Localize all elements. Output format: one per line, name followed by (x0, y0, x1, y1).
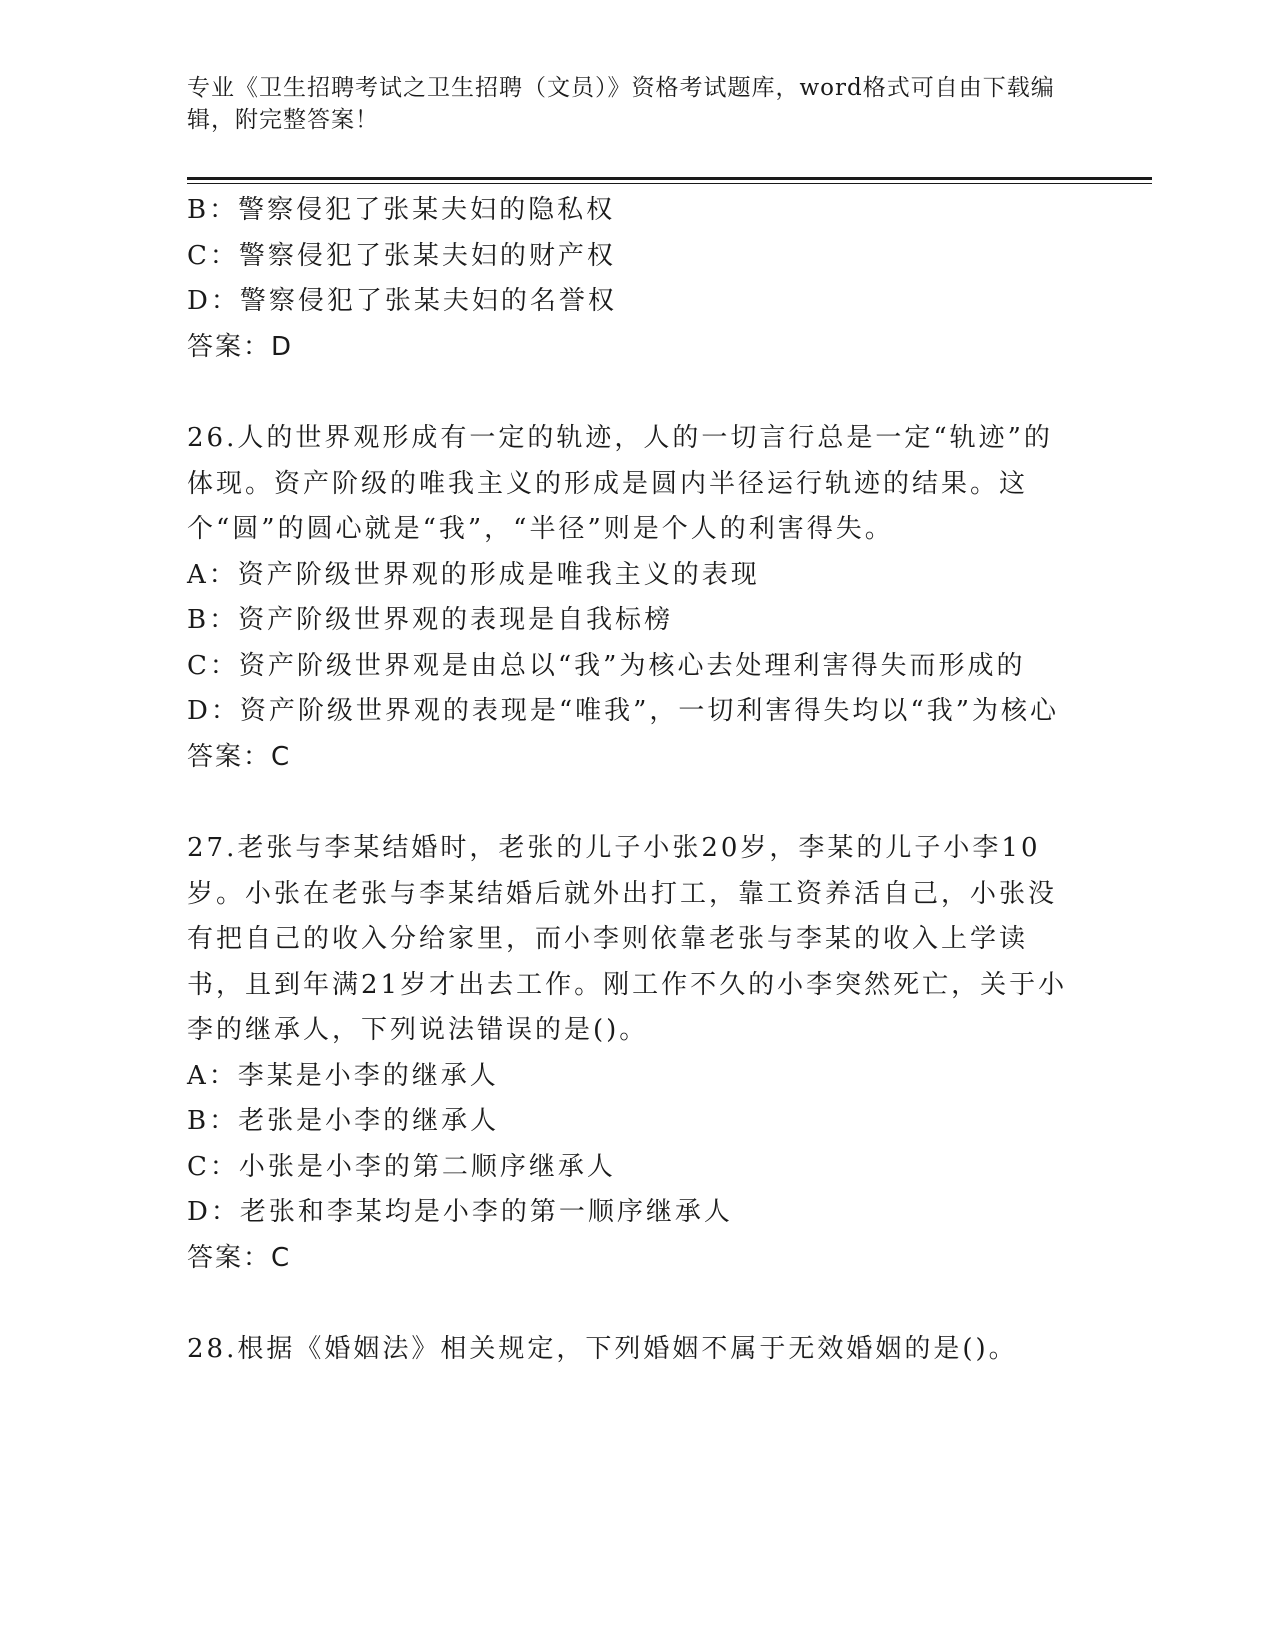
question-25 (187, 188, 1077, 370)
option-c: C：警察侵犯了张某夫妇的财产权 (187, 240, 616, 271)
option-c: C：资产阶级世界观是由总以“我”为核心去处理利害得失而形成的 (187, 650, 1026, 681)
question-stem: 26.人的世界观形成有一定的轨迹，人的一切言行总是一定“轨迹”的体现。资产阶级的唯我主义的形成是圆内半径运行轨迹的结果。这个“圆”的圆心就是“我”，“半径”则是个人的利害得失。 (187, 423, 1053, 544)
option-d: D：老张和李某均是小李的第一顺序继承人 (187, 1197, 733, 1227)
question-26 (187, 416, 1077, 780)
question-27 (187, 826, 1077, 1281)
option-b: B：老张是小李的继承人 (187, 1106, 500, 1136)
question-stem: 28.根据《婚姻法》相关规定，下列婚姻不属于无效婚姻的是()。 (187, 1334, 1018, 1364)
question-28 (187, 1327, 1077, 1373)
option-d: D：警察侵犯了张某夫妇的名誉权 (187, 286, 617, 316)
question-stem: 27.老张与李某结婚时，老张的儿子小张20岁，李某的儿子小李10岁。小张在老张与李某结婚后就外出打工，靠工资养活自己，小张没有把自己的收入分给家里，而小李则依靠老张与李某的收入上学读书，且到年满21岁才出去工作。刚工作不久的小李突然死亡，关于小李的继承人，下列说法错误的是()。 (187, 833, 1068, 1045)
question-content (187, 188, 1077, 1373)
option-a: A：资产阶级世界观的形成是唯我主义的表现 (187, 559, 760, 590)
document-header: 专业《卫生招聘考试之卫生招聘（文员）》资格考试题库，word格式可自由下载编辑，附完整答案！ (187, 75, 1055, 133)
option-c: C：小张是小李的第二顺序继承人 (187, 1151, 616, 1182)
option-d: D：资产阶级世界观的表现是“唯我”，一切利害得失均以“我”为核心 (187, 696, 1060, 726)
header-divider-thin (187, 183, 1152, 184)
header-divider-thick (187, 177, 1152, 180)
answer: 答案：C (187, 741, 292, 772)
answer: 答案：C (187, 1242, 292, 1273)
option-a: A：李某是小李的继承人 (187, 1060, 499, 1091)
answer: 答案：D (187, 331, 294, 362)
option-b: B：警察侵犯了张某夫妇的隐私权 (187, 195, 616, 225)
option-b: B：资产阶级世界观的表现是自我标榜 (187, 605, 674, 635)
